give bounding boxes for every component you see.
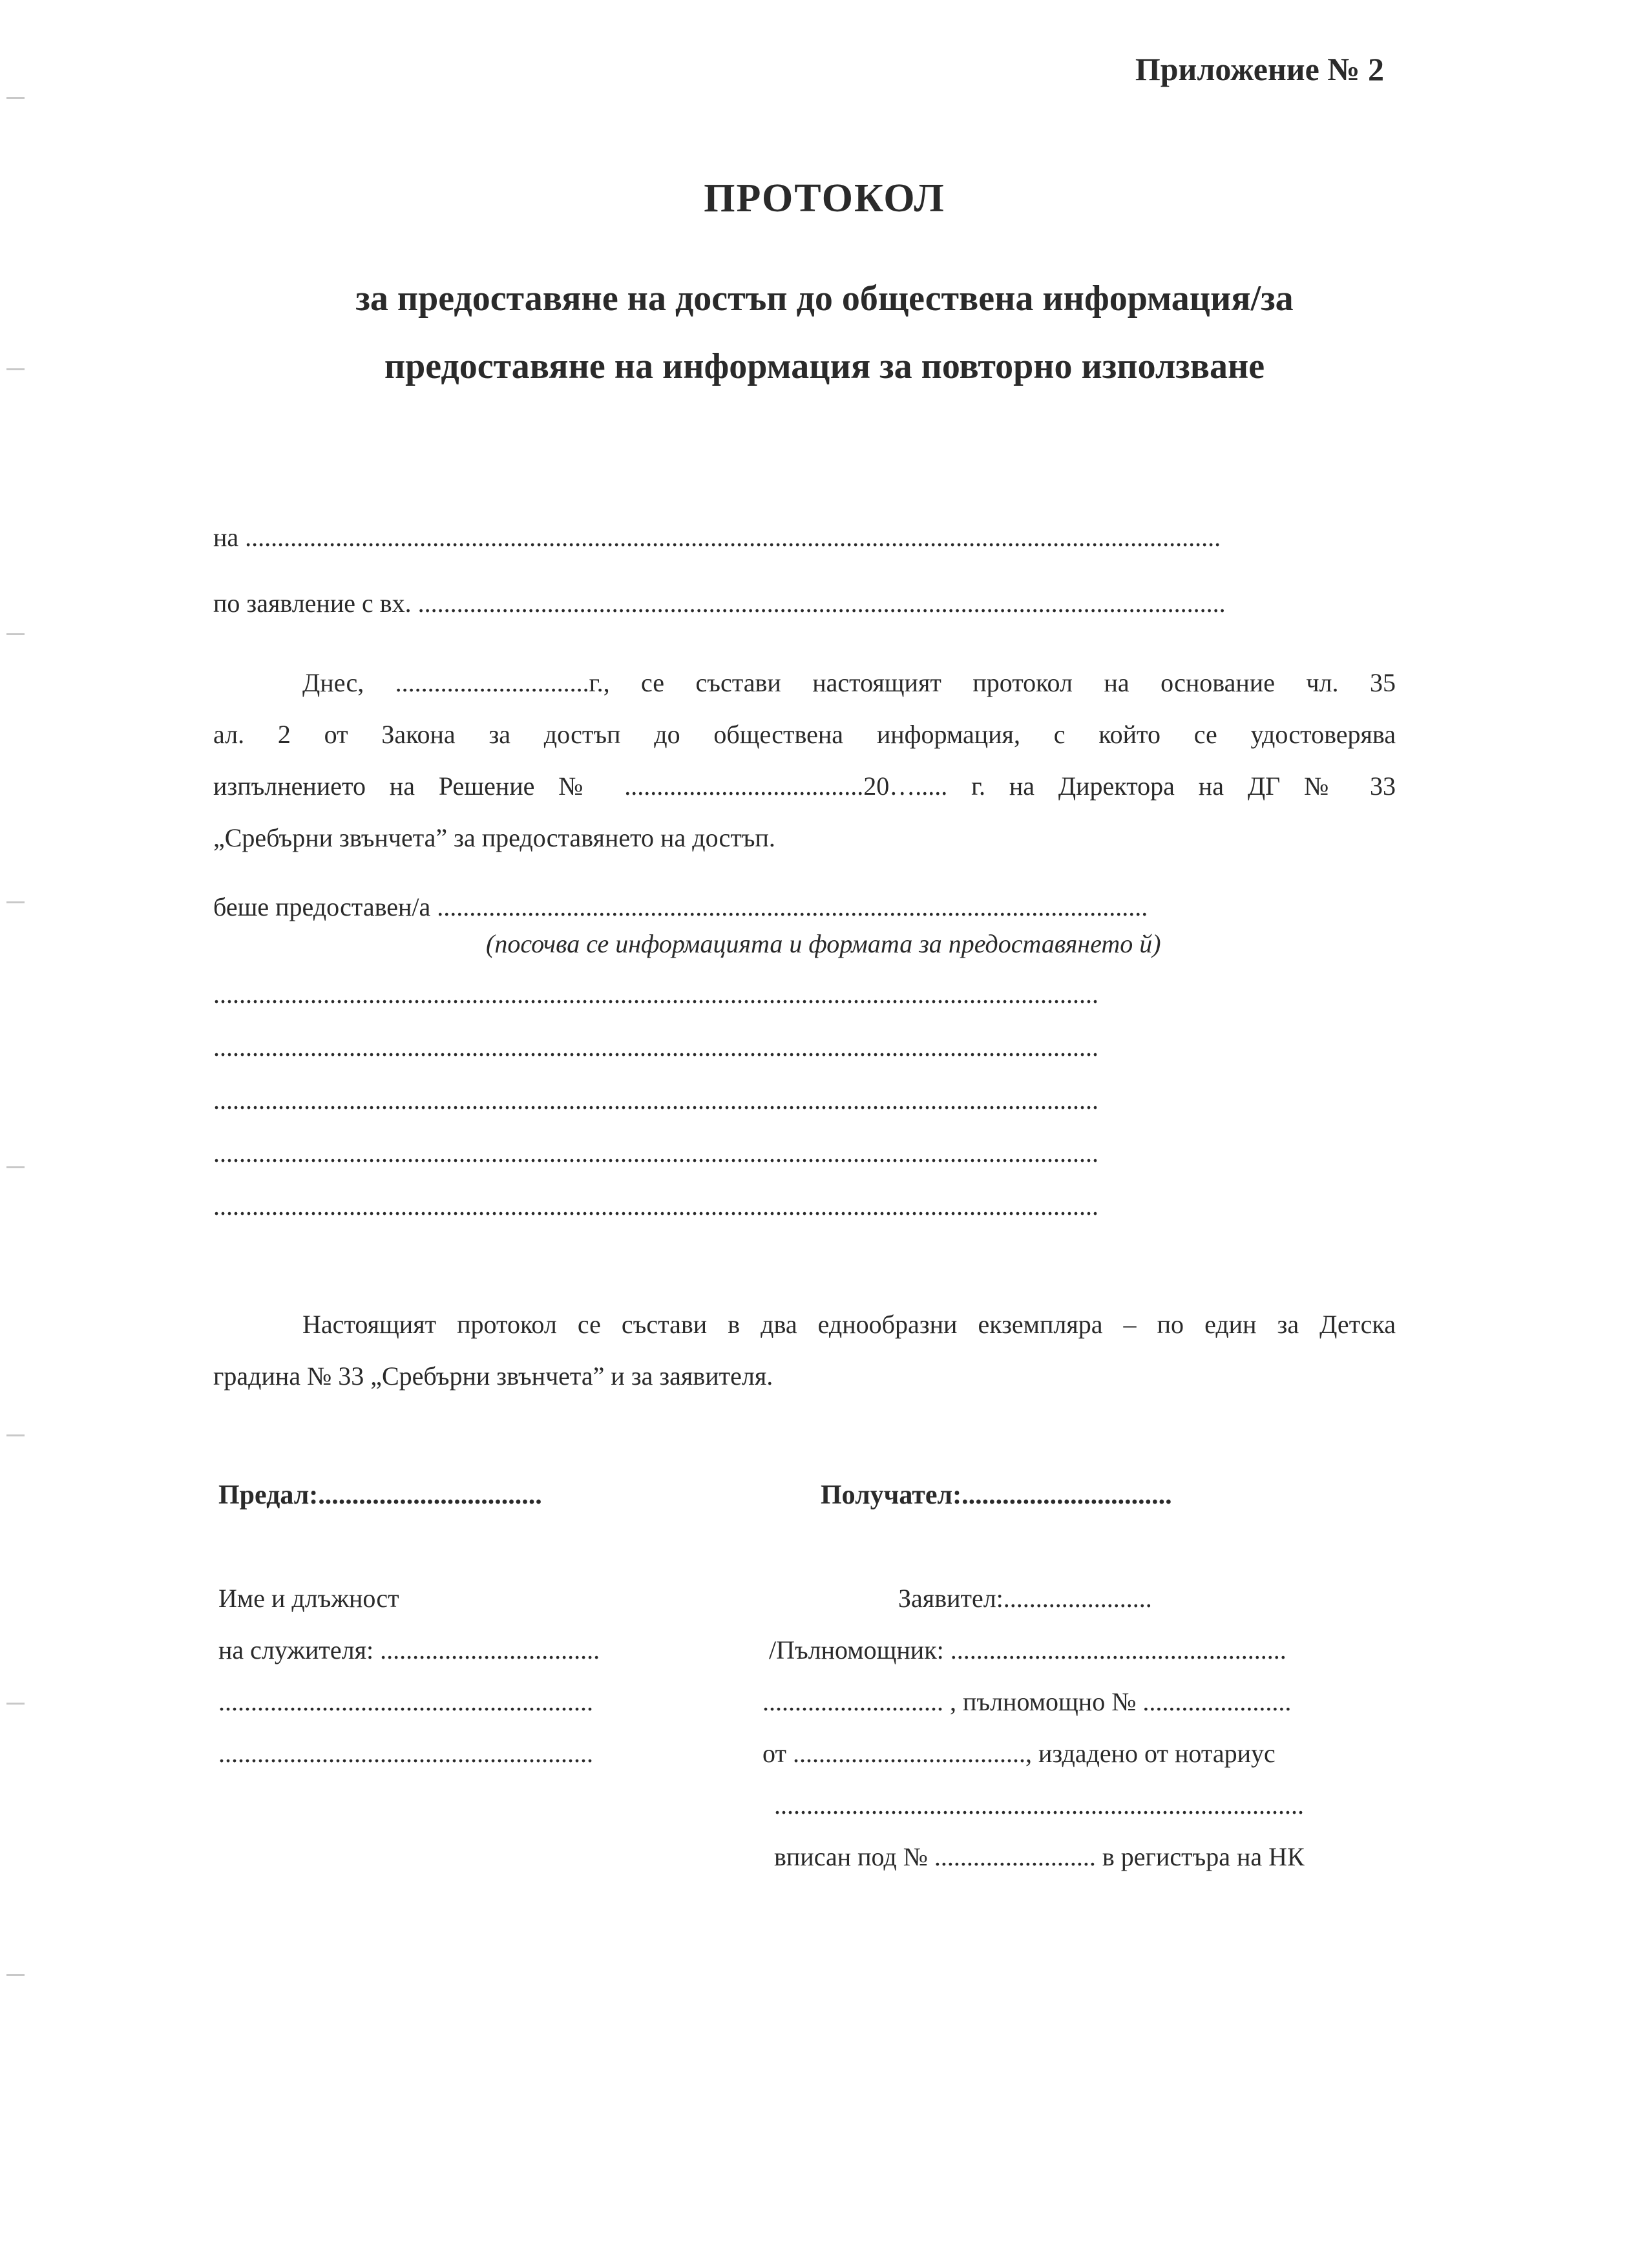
employee-dotted-line: .......................................................... — [218, 1739, 593, 1768]
scan-artifact — [6, 1434, 25, 1436]
scan-artifact — [6, 1703, 25, 1705]
dotted-line: ......................................................................................................................................... — [213, 980, 1098, 1009]
scan-artifact — [6, 633, 25, 635]
dotted-line: ......................................................................................................................................... — [213, 1192, 1098, 1221]
notary-field: от ...................................., издадено от нотариус — [762, 1739, 1276, 1768]
applicant-field: Заявител:....................... — [898, 1584, 1152, 1613]
handed-over-signature: Предал:................................. — [218, 1480, 542, 1510]
para1-line-4: „Сребърни звънчета” за предоставянето на достъп. — [213, 823, 775, 852]
para2-line-1: Настоящият протокол се състави в два еднообразни екземпляра – по един за Детска — [302, 1310, 1396, 1339]
subtitle-line-2: предоставяне на информация за повторно използване — [384, 346, 1265, 386]
dotted-line: ......................................................................................................................................... — [213, 1033, 1098, 1062]
subtitle-line-1: за предоставяне на достъп до обществена информация/за — [355, 278, 1294, 319]
employee-dotted-line: .......................................................... — [218, 1687, 593, 1716]
scan-artifact — [6, 368, 25, 370]
scan-artifact — [6, 1166, 25, 1168]
field-na: на ....................................................................................................................................................... — [213, 523, 1221, 552]
scan-artifact — [6, 97, 25, 99]
para1-line-2: ал. 2 от Закона за достъп до обществена информация, с който се удостоверява — [213, 720, 1396, 749]
para1-line-3: изпълнението на Решение № .....................................20…..... г. на Директора на ДГ № 33 — [213, 772, 1396, 801]
para1-line-1: Днес, ..............................г., се състави настоящият протокол на основание чл. 35 — [302, 668, 1396, 697]
employee-field: на служителя: .................................. — [218, 1635, 600, 1664]
scan-artifact — [6, 901, 25, 903]
dotted-line: ......................................................................................................................................... — [213, 1086, 1098, 1115]
para2-line-2: градина № 33 „Сребърни звънчета” и за заявителя. — [213, 1361, 773, 1391]
proxy-field: /Пълномощник: .................................................... — [769, 1635, 1287, 1664]
scan-artifact — [6, 1974, 25, 1976]
proxy-number-field: ............................ , пълномощно № ....................... — [762, 1687, 1292, 1716]
notary-dotted-line: .................................................................................. — [774, 1790, 1304, 1820]
dotted-line: ......................................................................................................................................... — [213, 1139, 1098, 1168]
name-position-label: Име и длъжност — [218, 1584, 399, 1613]
provided-hint: (посочва се информацията и формата за предоставянето й) — [486, 929, 1161, 958]
document-title: ПРОТОКОЛ — [704, 176, 945, 220]
provided-line: беше предоставен/а .............................................................................................................. — [213, 892, 1148, 921]
recipient-signature: Получател:............................... — [821, 1480, 1172, 1510]
registry-field: вписан под № ......................... в регистъра на НК — [774, 1842, 1305, 1871]
field-request-number: по заявление с вх. ............................................................................................................................. — [213, 589, 1226, 618]
annex-label: Приложение № 2 — [1135, 51, 1384, 87]
